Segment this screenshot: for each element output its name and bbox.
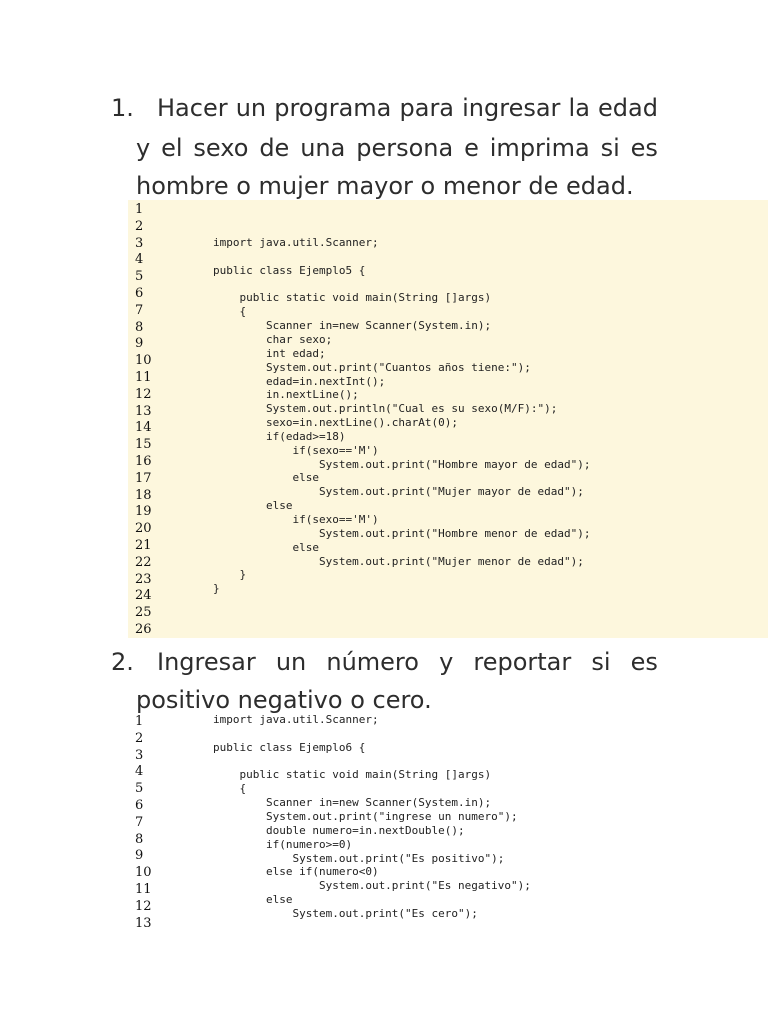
code-1-line: } (213, 582, 220, 596)
question-2-line-1-word: número (326, 648, 419, 676)
code-2-line-number: 1 (135, 714, 144, 729)
code-1-line-number: 11 (135, 370, 152, 385)
code-1-line-number: 21 (135, 538, 152, 553)
code-2-line: System.out.print("ingrese un numero"); (213, 809, 518, 823)
code-2-line-number: 5 (135, 781, 144, 797)
code-1-line-number: 8 (135, 319, 144, 335)
question-1-text-line-3: hombre o mujer mayor o menor de edad. (136, 172, 634, 200)
code-2-line: if(numero>=0) (213, 837, 353, 851)
code-1-line: public static void main(String []args) (213, 291, 492, 305)
question-1-line-2-word: persona (356, 134, 454, 162)
code-1-line: System.out.print("Cuantos años tiene:"); (213, 360, 531, 374)
code-2-line-number: 3 (135, 747, 144, 763)
question-1-number: 1. (111, 94, 134, 122)
question-1-line-2-word: si (600, 134, 620, 162)
question-2-line-1-word: es (630, 648, 658, 676)
question-2-line-1-word: reportar (473, 648, 572, 676)
code-1-line-number: 23 (135, 571, 152, 587)
code-1-line: import java.util.Scanner; (213, 236, 379, 249)
code-2-line-number: 2 (135, 730, 144, 746)
code-1-line: Scanner in=new Scanner(System.in); (213, 319, 492, 333)
code-2-line: System.out.print("Es negativo"); (213, 879, 531, 893)
code-1-line: System.out.print("Mujer menor de edad"); (213, 554, 584, 568)
question-2-line-1-word: si (591, 648, 611, 676)
code-1-line: else (213, 499, 293, 513)
question-1-line-1-word: para (399, 94, 455, 122)
code-1-line-number: 26 (135, 622, 152, 637)
code-1-line: edad=in.nextInt(); (213, 374, 386, 388)
code-1-line-number: 9 (135, 336, 144, 352)
code-2-line-number: 7 (135, 814, 144, 830)
code-1-line: System.out.println("Cual es su sexo(M/F):"); (213, 402, 558, 416)
code-1-line: if(edad>=18) (213, 429, 346, 443)
code-1-line: System.out.print("Hombre mayor de edad"); (213, 457, 591, 471)
code-1-line: } (213, 568, 247, 582)
code-2-line: public class Ejemplo6 { (213, 740, 366, 754)
code-1-line-number: 19 (135, 504, 152, 520)
question-1-line-1-word: ingresar (462, 94, 561, 122)
code-2-line-number: 6 (135, 798, 144, 813)
code-2-line-number: 10 (135, 865, 152, 881)
code-2-line: else (213, 893, 293, 907)
code-1-line-number: 20 (135, 521, 152, 537)
question-2-text-line-2: positivo negativo o cero. (136, 686, 432, 714)
code-1-line: public class Ejemplo5 { (213, 263, 366, 277)
code-1-line-number: 1 (135, 202, 144, 217)
code-2-line: public static void main(String []args) (213, 768, 492, 782)
question-1-line-1-word: edad (598, 94, 658, 122)
code-2-line-number: 9 (135, 848, 144, 864)
code-1-line-number: 12 (135, 386, 152, 402)
question-1-line-2-word: imprima (489, 134, 590, 162)
code-2-line: import java.util.Scanner; (213, 713, 379, 726)
code-1-line-number: 14 (135, 420, 152, 436)
code-2-line: { (213, 782, 247, 796)
code-1-line-number: 25 (135, 605, 152, 621)
code-1-line: if(sexo=='M') (213, 513, 379, 526)
code-1-line-number: 18 (135, 487, 152, 503)
question-2-line-1-word: un (275, 648, 307, 676)
code-2-line-number: 13 (135, 915, 152, 931)
code-2-line: System.out.print("Es cero"); (213, 906, 478, 920)
code-2-line: Scanner in=new Scanner(System.in); (213, 796, 492, 810)
question-2-text-line-1 (157, 643, 658, 681)
question-1-line-2-word: y (136, 134, 151, 162)
question-2-line-1-word: Ingresar (157, 648, 256, 676)
question-1-line-1-word: la (568, 94, 590, 122)
code-1-line: if(sexo=='M') (213, 443, 379, 457)
question-1-line-2-word: es (630, 134, 658, 162)
code-1-line: System.out.print("Hombre menor de edad"); (213, 526, 591, 540)
code-1-line: System.out.print("Mujer mayor de edad"); (213, 485, 584, 499)
code-1-line-number: 22 (135, 554, 152, 570)
question-1-text-line-1 (157, 89, 658, 127)
question-1-line-2-word: el (161, 134, 183, 162)
code-2-line-number: 12 (135, 898, 152, 914)
code-1-line-number: 6 (135, 286, 144, 301)
code-1-line: sexo=in.nextLine().charAt(0); (213, 416, 459, 430)
question-1-line-1-word: Hacer (157, 94, 228, 122)
code-1-line: else (213, 540, 319, 554)
code-1-line: in.nextLine(); (213, 388, 359, 402)
code-1-line-number: 5 (135, 269, 144, 285)
code-1-line-number: 4 (135, 252, 144, 268)
code-1-line-number: 3 (135, 235, 144, 251)
code-1-line-number: 7 (135, 302, 144, 318)
question-2-line-1-word: y (439, 648, 454, 676)
code-2-line-number: 4 (135, 764, 144, 780)
code-1-line-number: 2 (135, 218, 144, 234)
code-1-line-number: 13 (135, 403, 152, 419)
code-1-line-number: 17 (135, 470, 152, 486)
question-1-line-2-word: de (259, 134, 290, 162)
question-1-line-2-word: sexo (193, 134, 249, 162)
code-1-line: int edad; (213, 346, 326, 360)
code-2-line-number: 11 (135, 882, 152, 897)
code-1-line: char sexo; (213, 332, 333, 346)
code-1-line-number: 16 (135, 454, 152, 469)
code-2-line-number: 8 (135, 831, 144, 847)
question-2-number: 2. (111, 648, 134, 676)
question-1-line-2-word: e (464, 134, 479, 162)
code-1-line: { (213, 305, 247, 319)
code-1-line-number: 10 (135, 353, 152, 369)
code-2-line: else if(numero<0) (213, 865, 379, 879)
code-1-line-number: 24 (135, 588, 152, 604)
question-1-line-2-word: una (300, 134, 346, 162)
code-2-line: System.out.print("Es positivo"); (213, 851, 505, 865)
question-1-text-line-2 (136, 129, 658, 167)
code-2-line: double numero=in.nextDouble(); (213, 823, 465, 837)
question-1-line-1-word: programa (274, 94, 392, 122)
code-1-line-number: 15 (135, 437, 152, 453)
code-1-line: else (213, 471, 319, 485)
question-1-line-1-word: un (235, 94, 267, 122)
